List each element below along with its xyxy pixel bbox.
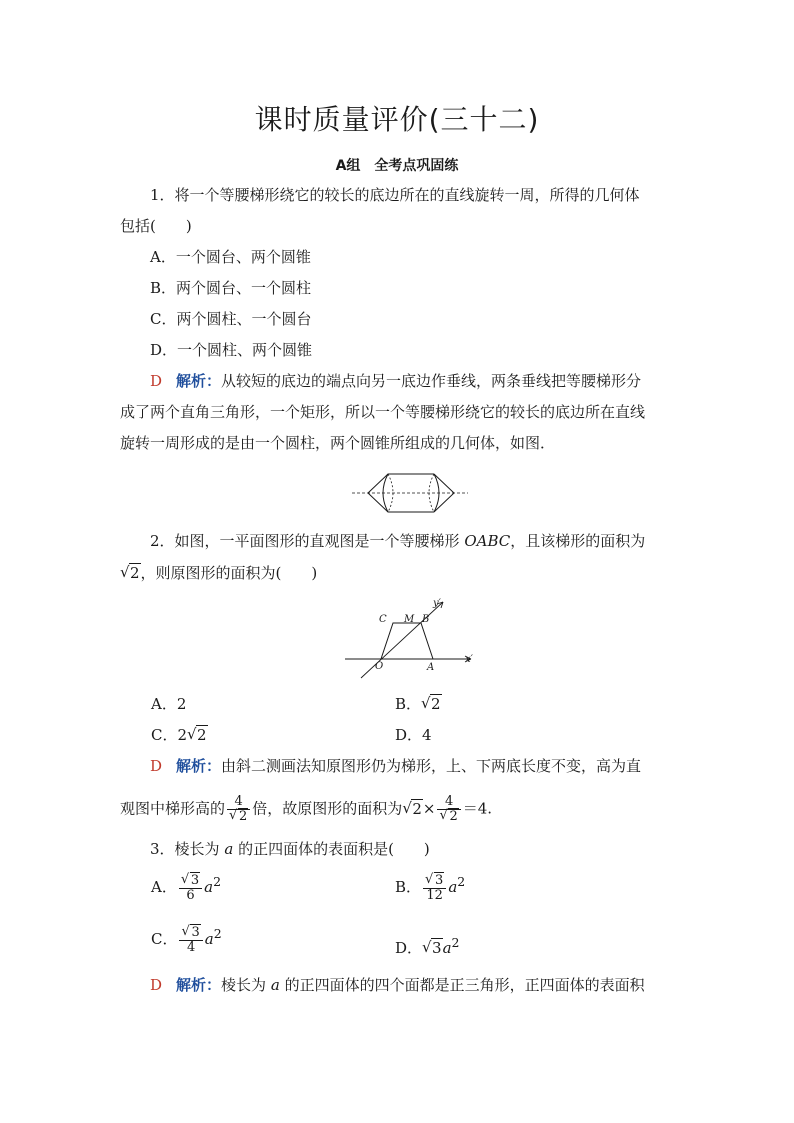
trapezoid [381,623,433,659]
q2-explanation-label: 解析： [176,757,222,775]
top-outline [368,474,434,493]
sqrt-2: √ 2 [120,563,141,583]
fraction-4-over-sqrt2: 4 √ 2 [227,795,250,824]
q1-stem-line1: 1．将一个等腰梯形绕它的较长的底边所在的直线旋转一周，所得的几何体 [150,186,640,204]
q1-solid-figure [350,468,470,518]
label-b: B [422,614,430,625]
q3-option-c: C． √ $\frac{3}{4}$ $a^2$ [151,924,222,955]
label-a: A [427,662,435,673]
q1-option-b: B．两个圆台、一个圆柱 [150,279,312,297]
q2-option-a: A．2 [151,695,187,713]
page-title: 课时质量评价(三十二) [254,103,540,136]
label-x: x′ [465,654,473,665]
q1-answer: D [150,372,163,390]
section-heading: A组 全考点巩固练 [335,158,459,174]
q2-answer: D [150,757,163,775]
q2-option-d: D．4 [395,726,432,744]
q1-option-d: D．一个圆柱、两个圆锥 [150,341,313,359]
q1-stem-line2: 包括( ) [120,217,192,235]
q1-explanation-line1: D 解析：从较短的底边的端点向另一底边作垂线，两条垂线把等腰梯形分 [150,372,642,390]
q3-option-a: A． √ $\frac{3}{6}$ $a^2$ [151,872,221,903]
q2-explanation-line2: 观图中梯形高的 4 √ 2 倍，故原图形的面积为√ 2× 4 √ 2 ＝4. [120,795,492,824]
q3-explanation-label: 解析： [176,976,222,994]
q1-explanation-label: 解析： [176,372,222,390]
label-c: C [379,614,387,625]
q3-answer: D [150,976,163,994]
q2-explanation-line1: D 解析：由斜二测画法知原图形仍为梯形，上、下两底长度不变，高为直 [150,757,642,775]
q2-stem-line2: √ 2，则原图形的面积为( ) [120,563,317,583]
q2-option-c: C．2√ 2 [151,725,208,745]
q1-option-a: A．一个圆台、两个圆锥 [150,248,311,266]
q2-trapezoid-figure [345,596,480,680]
q3-explanation-line1: D 解析：棱长为 a 的正四面体的四个面都是正三角形，正四面体的表面积 [150,976,645,994]
q1-explanation-line3: 旋转一周形成的是由一个圆柱，两个圆锥所组成的几何体，如图． [120,434,556,452]
q2-option-b: B．√ 2 [395,694,442,714]
label-y: y′ [433,598,441,609]
q1-explanation-line2: 成了两个直角三角形，一个矩形，所以一个等腰梯形绕它的较长的底边所在直线 [120,403,646,421]
label-m: M [404,614,415,625]
q1-option-c: C．两个圆柱、一个圆台 [150,310,312,328]
q3-option-b: B． √ $\frac{3}{12}$ $a^2$ [395,872,465,903]
q3-stem: 3．棱长为 a 的正四面体的表面积是( ) [150,840,430,858]
label-o: O [375,661,384,672]
q2-stem-line1: 2．如图，一平面图形的直观图是一个等腰梯形 OABC，且该梯形的面积为 [150,532,646,550]
q3-option-d: D．√ $3a^2$ [395,933,459,958]
bottom-outline [368,493,434,512]
